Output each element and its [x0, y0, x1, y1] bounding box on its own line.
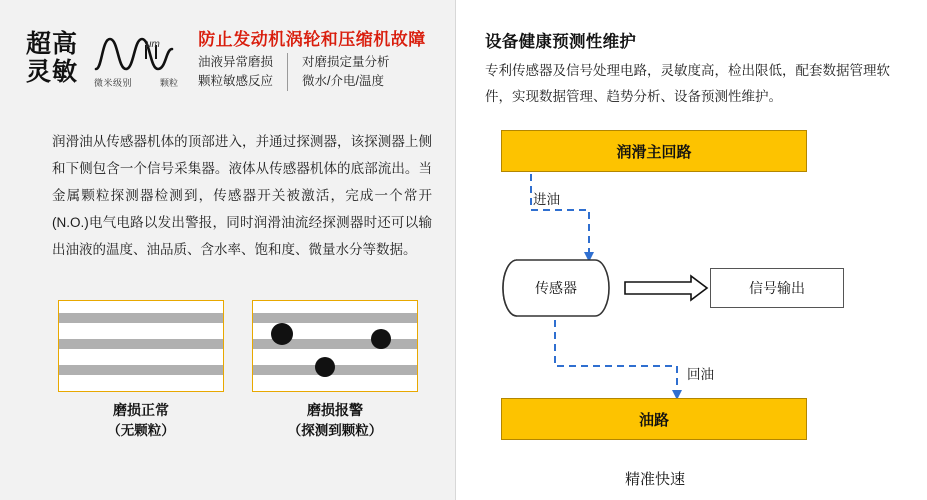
left-big-title	[26, 30, 88, 87]
feature-column-1	[186, 53, 288, 92]
waveform-graphic	[94, 25, 176, 91]
wear-alarm-panel	[252, 300, 418, 441]
signal-output-box: 信号输出	[710, 268, 844, 308]
micron-unit-label: μm	[146, 39, 160, 50]
wear-alarm-graphic	[252, 300, 418, 392]
feature-column-2	[288, 53, 400, 92]
sine-wave-icon	[94, 27, 176, 77]
stripe	[59, 313, 223, 323]
feature-2-line-2: 微水/介电/温度	[302, 74, 384, 88]
left-header	[26, 22, 438, 94]
bottom-note: 精准快速	[624, 471, 685, 488]
left-description: 润滑油从传感器机体的顶部进入，并通过探测器，该探测器上侧和下侧包含一个信号采集器。液体从传感器机体的底部流出。当金属颗粒探测器检测到，传感器开关被激活，完成一个常开(N.O.)电气电路以发出警报，同时润滑油流经探测器时还可以输出油液的温度、油品质、含水率、饱和度、微量水分等数据。	[52, 134, 432, 257]
left-big-title-line1: 超高	[26, 29, 79, 58]
left-header-text	[186, 25, 438, 92]
flow-diagram	[455, 118, 927, 500]
wear-particle	[315, 357, 335, 377]
feature-1-line-1: 油液异常磨损	[198, 54, 274, 69]
feature-1-line-2: 颗粒敏感反应	[198, 74, 274, 88]
returnflow-label: 回油	[687, 367, 714, 382]
wear-normal-caption: 磨损正常	[113, 402, 169, 418]
wave-label-right: 颗粒	[159, 78, 178, 88]
wear-normal-panel	[58, 300, 224, 441]
left-big-title-line2: 灵敏	[26, 58, 79, 86]
wear-particle	[371, 329, 391, 349]
wear-alarm-subcaption: （探测到颗粒）	[287, 423, 383, 438]
feature-grid	[186, 53, 438, 92]
wear-alarm-caption: 磨损报警	[307, 402, 363, 418]
wave-label-left: 微米级别	[94, 78, 133, 88]
feature-2-line-1: 对磨损定量分析	[302, 54, 390, 69]
wear-normal-graphic	[58, 300, 224, 392]
right-title: 设备健康预测性维护	[485, 33, 637, 51]
sensor-label: 传感器	[535, 280, 577, 296]
wear-normal-subcaption: （无颗粒）	[107, 423, 175, 438]
inflow-label: 进油	[533, 192, 560, 207]
stripe	[253, 365, 417, 375]
stripe	[59, 365, 223, 375]
wear-comparison-row	[58, 300, 418, 441]
main-lubrication-loop-box: 润滑主回路	[501, 130, 807, 172]
left-red-title: 防止发动机涡轮和压缩机故障	[198, 29, 426, 49]
right-panel	[455, 0, 927, 500]
right-description: 专利传感器及信号处理电路，灵敏度高，检出限低，配套数据管理软件，实现数据管理、趋势分析、设备预测性维护。	[485, 63, 890, 105]
stripe	[59, 339, 223, 349]
left-panel	[0, 0, 455, 500]
wear-particle	[271, 323, 293, 345]
oil-line-box: 油路	[501, 398, 807, 440]
stripe	[253, 313, 417, 323]
